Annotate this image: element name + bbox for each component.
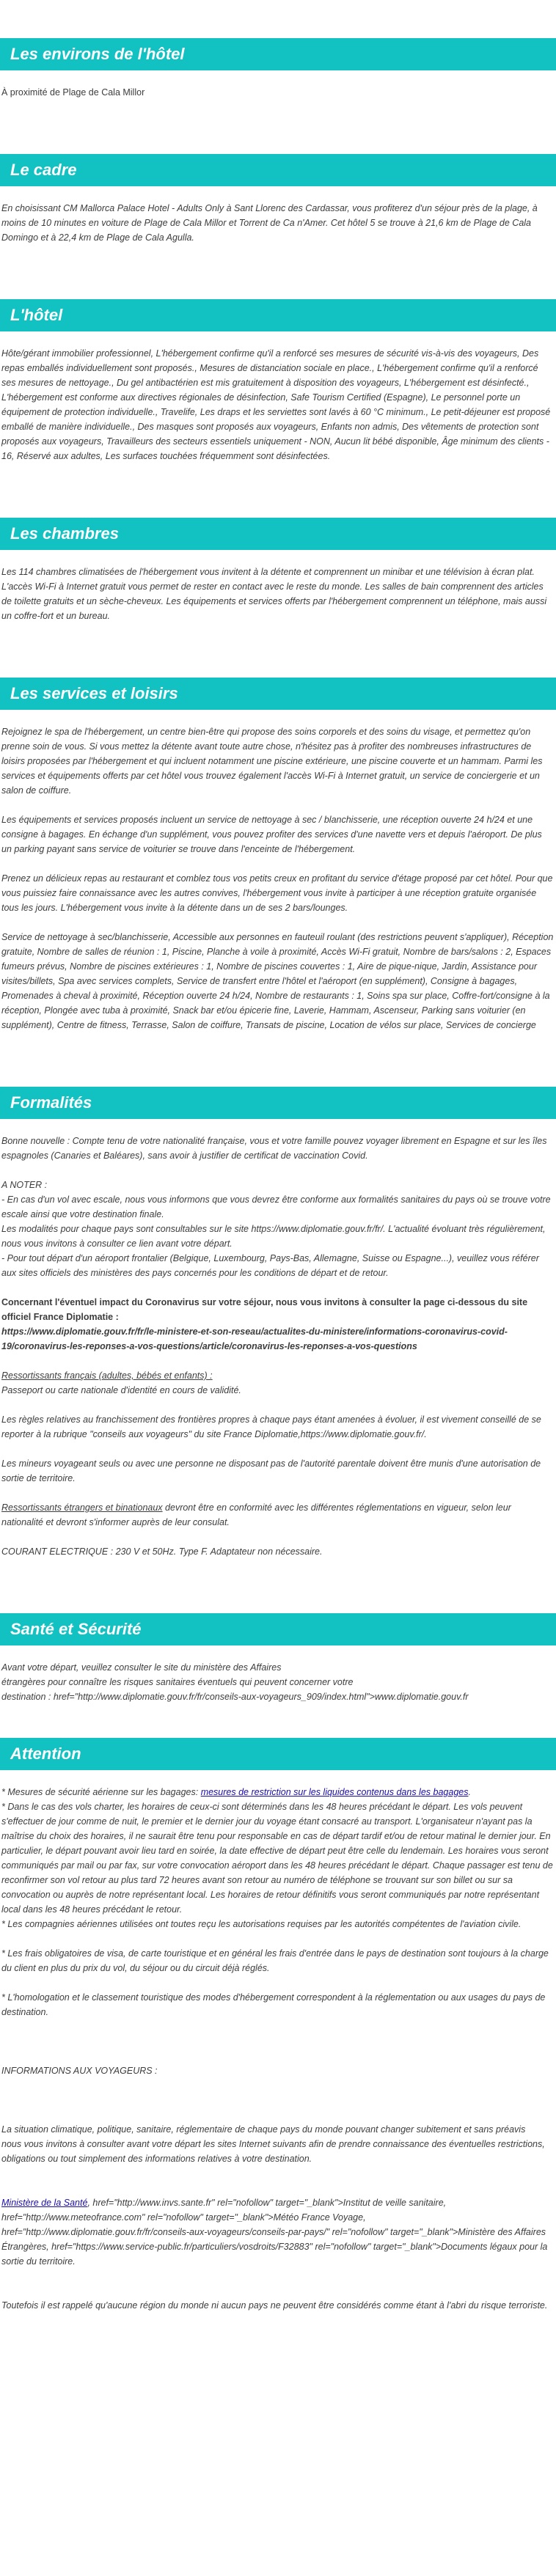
formalites-note-title: A NOTER : bbox=[1, 1180, 48, 1190]
liquids-restriction-link[interactable]: mesures de restriction sur les liquides contenus dans les bagages bbox=[200, 1787, 469, 1797]
formalites-frontier-text: Les règles relatives au franchissement des frontières propres à chaque pays étant amenées à évoluer, il est vivement conseillé de se reporter à la rubrique "conseils aux voyageurs" du site France Diplomatie,https://www.diplomatie.gouv.fr/. bbox=[1, 1414, 541, 1439]
section-cadre bbox=[0, 154, 556, 245]
section-sante bbox=[0, 1613, 556, 1704]
section-title-environs: Les environs de l'hôtel bbox=[0, 38, 556, 70]
attention-consult: nous vous invitons à consulter avant votre départ les sites Internet suivants afin de prendre connaissance des éventuelles restrictions, obligations ou tout simplement des informations relatives à votre destination. bbox=[1, 2139, 545, 2164]
ministry-health-link[interactable]: Ministère de la Santé bbox=[1, 2198, 88, 2208]
services-paragraph-2: Les équipements et services proposés incluent un service de nettoyage à sec / blanchisserie, une réception ouverte 24 h/24 et une consigne à bagages. En échange d'un supplément, vous pouvez profiter des services d'une navette vers et depuis l'aéroport. De plus un parking payant sans service de voiturier se trouve dans l'enceinte de l'hébergement. bbox=[1, 815, 542, 854]
formalites-corona-intro: Concernant l'éventuel impact du Coronavirus sur votre séjour, nous vous invitons à consulter la page ci-dessous du site officiel France Diplomatie : bbox=[1, 1297, 528, 1322]
section-formalites bbox=[0, 1087, 556, 1559]
formalites-corona-url: https://www.diplomatie.gouv.fr/fr/le-ministere-et-son-reseau/actualites-du-ministere/informations-coronavirus-covid-19/coronavirus-les-reponses-a-vos-questions/article/coronavirus-les-reponses-a-vos-questions bbox=[1, 1326, 508, 1351]
attention-schedule: * Dans le cas des vols charter, les horaires de ceux-ci sont déterminés dans les 48 heures précédant le départ. Les vols peuvent s'effectuer de jour comme de nuit, le premier et le dernier jour du voyage étant consacré au transport. L'organisateur n'ayant pas la maîtrise du choix des horaires, il ne saurait être tenu pour responsable en cas de départ tardif et/ou de retour matinal le dernier jour. En particulier, le départ pouvant avoir lieu tard en soirée, la date effective de départ peut être celle du lendemain. Les horaires vous seront communiqués par mail ou par fax, sur votre convocation aéroport dans les 48 heures précédant le départ. Chaque passager est tenu de reconfirmer son vol retour au plus tard 72 heures avant son retour au numéro de téléphone se trouvant sur son billet ou sur sa convocation ou auprès de notre représentant local. Les horaires de retour définitifs vous seront communiqués par notre représentant local dans les 48 heures précédant le retour. bbox=[1, 1802, 553, 1915]
section-title-chambres: Les chambres bbox=[0, 518, 556, 550]
section-title-attention: Attention bbox=[0, 1738, 556, 1770]
formalites-foreign bbox=[1, 1500, 555, 1530]
formalites-foreign-text: devront être en conformité avec les différentes réglementations en vigueur, selon leur nationalité et devront s'informer auprès de leur consulat. bbox=[1, 1502, 511, 1527]
section-title-formalites: Formalités bbox=[0, 1087, 556, 1119]
section-title-hotel: L'hôtel bbox=[0, 299, 556, 331]
section-environs bbox=[0, 38, 556, 100]
sante-line: destination : href="http://www.diplomatie.gouv.fr/fr/conseils-aux-voyageurs_909/index.html">www.diplomatie.gouv.fr bbox=[1, 1692, 469, 1702]
attention-situation: La situation climatique, politique, sanitaire, réglementaire de chaque pays du monde pouvant changer subitement et sans préavis bbox=[1, 2124, 526, 2135]
services-paragraph-3: Prenez un délicieux repas au restaurant et comblez tous vos petits creux en profitant du service d'étage proposé par cet hôtel. Pour que vous puissiez faire connaissance avec les autres convives, l'hébergement vous invite à participer à une réception gratuite organisée tous les jours. L'hébergement vous invite à la détente dans un de ses 2 bars/lounges. bbox=[1, 873, 553, 913]
formalites-note-line: Les modalités pour chaque pays sont consultables sur le site https://www.diplomatie.gouv.fr/fr/. L'actualité évoluant très régulièrement, nous vous invitons à consulter ce lien avant votre départ. bbox=[1, 1224, 546, 1249]
section-hotel bbox=[0, 299, 556, 463]
hotel-text: Hôte/gérant immobilier professionnel, L'hébergement confirme qu'il a renforcé ses mesures de sécurité vis-à-vis des voyageurs, Des repas emballés individuellement sont proposés., Mesures de distanciation sociale en place., L'hébergement confirme qu'il a renforcé ses mesures de nettoyage., Du gel antibactérien est mis gratuitement à disposition des voyageurs, L'hébergement est désinfecté., L'hébergement est conforme aux directives régionales de désinfection, Safe Tourism Certified (Espagne), Le personnel porte un équipement de protection individuelle., Travelife, Les draps et les serviettes sont lavés à 60 °C minimum., Le petit-déjeuner est proposé emballé de manière individuelle., Des masques sont proposés aux voyageurs, Enfants non admis, Des vêtements de protection sont proposés aux voyageurs, Travailleurs des secteurs essentiels uniquement - NON, Aucun lit bébé disponible, Âge minimum des clients - 16, Réservé aux adultes, Les surfaces touchées fréquemment sont désinfectées. bbox=[1, 348, 551, 461]
attention-security-suffix: . bbox=[468, 1787, 471, 1797]
services-paragraph-4: Service de nettoyage à sec/blanchisserie, Accessible aux personnes en fauteuil roulant (des restrictions peuvent s'appliquer), Réception gratuite, Nombre de salles de réunion : 1, Piscine, Planche à voile à proximité, Accès Wi-Fi gratuit, Nombre de bars/salons : 2, Espaces fumeurs prévus, Nombre de piscines extérieures : 1, Nombre de piscines couvertes : 1, Aire de pique-nique, Jardin, Assistance pour visites/billets, Spa avec services complets, Service de transfert entre l'hôtel et l'aéroport (en supplément), Consigne à bagages, Promenades à cheval à proximité, Réception ouverte 24 h/24, Nombre de restaurants : 1, Soins spa sur place, Coffre-fort/consigne à la réception, Plongée avec tuba à proximité, Snack bar et/ou épicerie fine, Laverie, Hammam, Ascenseur, Parking sans voiturier (en supplément), Centre de fitness, Terrasse, Salon de coiffure, Transats de piscine, Location de vélos sur place, Services de concierge bbox=[1, 932, 554, 1030]
section-title-services: Les services et loisirs bbox=[0, 678, 556, 710]
formalites-foreign-label: Ressortissants étrangers et binationaux bbox=[1, 1502, 163, 1513]
section-title-cadre: Le cadre bbox=[0, 154, 556, 186]
sante-line: étrangères pour connaître les risques sanitaires éventuels qui peuvent concerner votre bbox=[1, 1677, 354, 1687]
attention-homologation: * L'homologation et le classement touristique des modes d'hébergement correspondent à la réglementation ou aux usages du pays de destination. bbox=[1, 1992, 546, 2017]
formalites-intro: Bonne nouvelle : Compte tenu de votre nationalité française, vous et votre famille pouvez voyager librement en Espagne et sur les îles espagnoles (Canaries et Baléares), sans avoir à justifier de certificat de vaccination Covid. bbox=[1, 1136, 547, 1161]
chambres-text: Les 114 chambres climatisées de l'hébergement vous invitent à la détente et comprennent un minibar et une télévision à écran plat. L'accès Wi-Fi à Internet gratuit vous permet de rester en contact avec le reste du monde. Les salles de bain comprennent des articles de toilette gratuits et un sèche-cheveux. Les équipements et services offerts par l'hébergement comprennent un téléphone, mais aussi un coffre-fort et un bureau. bbox=[1, 567, 547, 621]
attention-fees: * Les frais obligatoires de visa, de carte touristique et en général les frais d'entrée dans le pays de destination sont toujours à la charge du client en plus du prix du vol, du séjour ou du circuit déjà réglés. bbox=[1, 1948, 549, 1973]
formalites-note-line: - Pour tout départ d'un aéroport frontalier (Belgique, Luxembourg, Pays-Bas, Allemagne, Suisse ou Espagne...), veuillez vous référer aux sites officiels des ministères des pays concernés pour les conditions de départ et de retour. bbox=[1, 1253, 539, 1278]
cadre-text: En choisissant CM Mallorca Palace Hotel - Adults Only à Sant Llorenc des Cardassar, vous profiterez d'un séjour près de la plage, à moins de 10 minutes en voiture de Plage de Cala Millor et Torrent de Ca n'Amer. Cet hôtel 5 se trouve à 21,6 km de Plage de Cala Domingo et à 22,4 km de Plage de Cala Agulla. bbox=[1, 203, 538, 243]
attention-terror: Toutefois il est rappelé qu'aucune région du monde ni aucun pays ne peuvent être considérés comme étant à l'abri du risque terroriste. bbox=[1, 2300, 548, 2311]
formalites-note-line: - En cas d'un vol avec escale, nous vous informons que vous devrez être conforme aux formalités sanitaires du pays où se trouve votre escale ainsi que votre destination finale. bbox=[1, 1195, 551, 1219]
attention-security bbox=[1, 1785, 555, 1799]
environs-text: À proximité de Plage de Cala Millor bbox=[1, 87, 145, 98]
section-attention bbox=[0, 1738, 556, 2313]
attention-info-title: INFORMATIONS AUX VOYAGEURS : bbox=[1, 2066, 158, 2076]
attention-links-text: , href="http://www.invs.sante.fr" rel="nofollow" target="_blank">Institut de veille sanitaire, href="http://www.meteofrance.com" rel="nofollow" target="_blank">Météo France Voyage, href="http://www.diplomatie.gouv.fr/fr/conseils-aux-voyageurs/conseils-par-pays/" rel="nofollow" target="_blank">Ministère des Affaires Étrangères, href="https://www.service-public.fr/particuliers/vosdroits/F32883" rel="nofollow" target="_blank">Documents légaux pour la sortie du territoire. bbox=[1, 2198, 548, 2267]
formalites-french-label: Ressortissants français (adultes, bébés et enfants) : bbox=[1, 1370, 213, 1381]
formalites-electric: COURANT ELECTRIQUE : 230 V et 50Hz. Type F. Adaptateur non nécessaire. bbox=[1, 1546, 323, 1557]
section-title-sante: Santé et Sécurité bbox=[0, 1613, 556, 1645]
formalites-french-text: Passeport ou carte nationale d'identité en cours de validité. bbox=[1, 1385, 241, 1395]
attention-security-prefix: * Mesures de sécurité aérienne sur les bagages: bbox=[1, 1787, 201, 1797]
section-services bbox=[0, 678, 556, 1032]
sante-line: Avant votre départ, veuillez consulter le site du ministère des Affaires bbox=[1, 1662, 282, 1673]
services-paragraph-1: Rejoignez le spa de l'hébergement, un centre bien-être qui propose des soins corporels et des soins du visage, et permettez qu'on prenne soin de vous. Si vous mettez la détente avant toute autre chose, n'hésitez pas à profiter des nombreuses infrastructures de loisirs proposées par l'hébergement et qui incluent notamment une piscine extérieure, une piscine couverte et un hammam. Parmi les services et équipements offerts par cet hôtel vous trouvez également l'accès Wi-Fi à Internet gratuit, un service de conciergerie et un salon de coiffure. bbox=[1, 727, 543, 796]
formalites-minors-text: Les mineurs voyageant seuls ou avec une personne ne disposant pas de l'autorité parentale doivent être munis d'une autorisation de sortie de territoire. bbox=[1, 1458, 541, 1483]
section-chambres bbox=[0, 518, 556, 623]
attention-links bbox=[1, 2195, 555, 2269]
attention-airlines: * Les compagnies aériennes utilisées ont toutes reçu les autorisations requises par les autorités compétentes de l'aviation civile. bbox=[1, 1919, 522, 1929]
